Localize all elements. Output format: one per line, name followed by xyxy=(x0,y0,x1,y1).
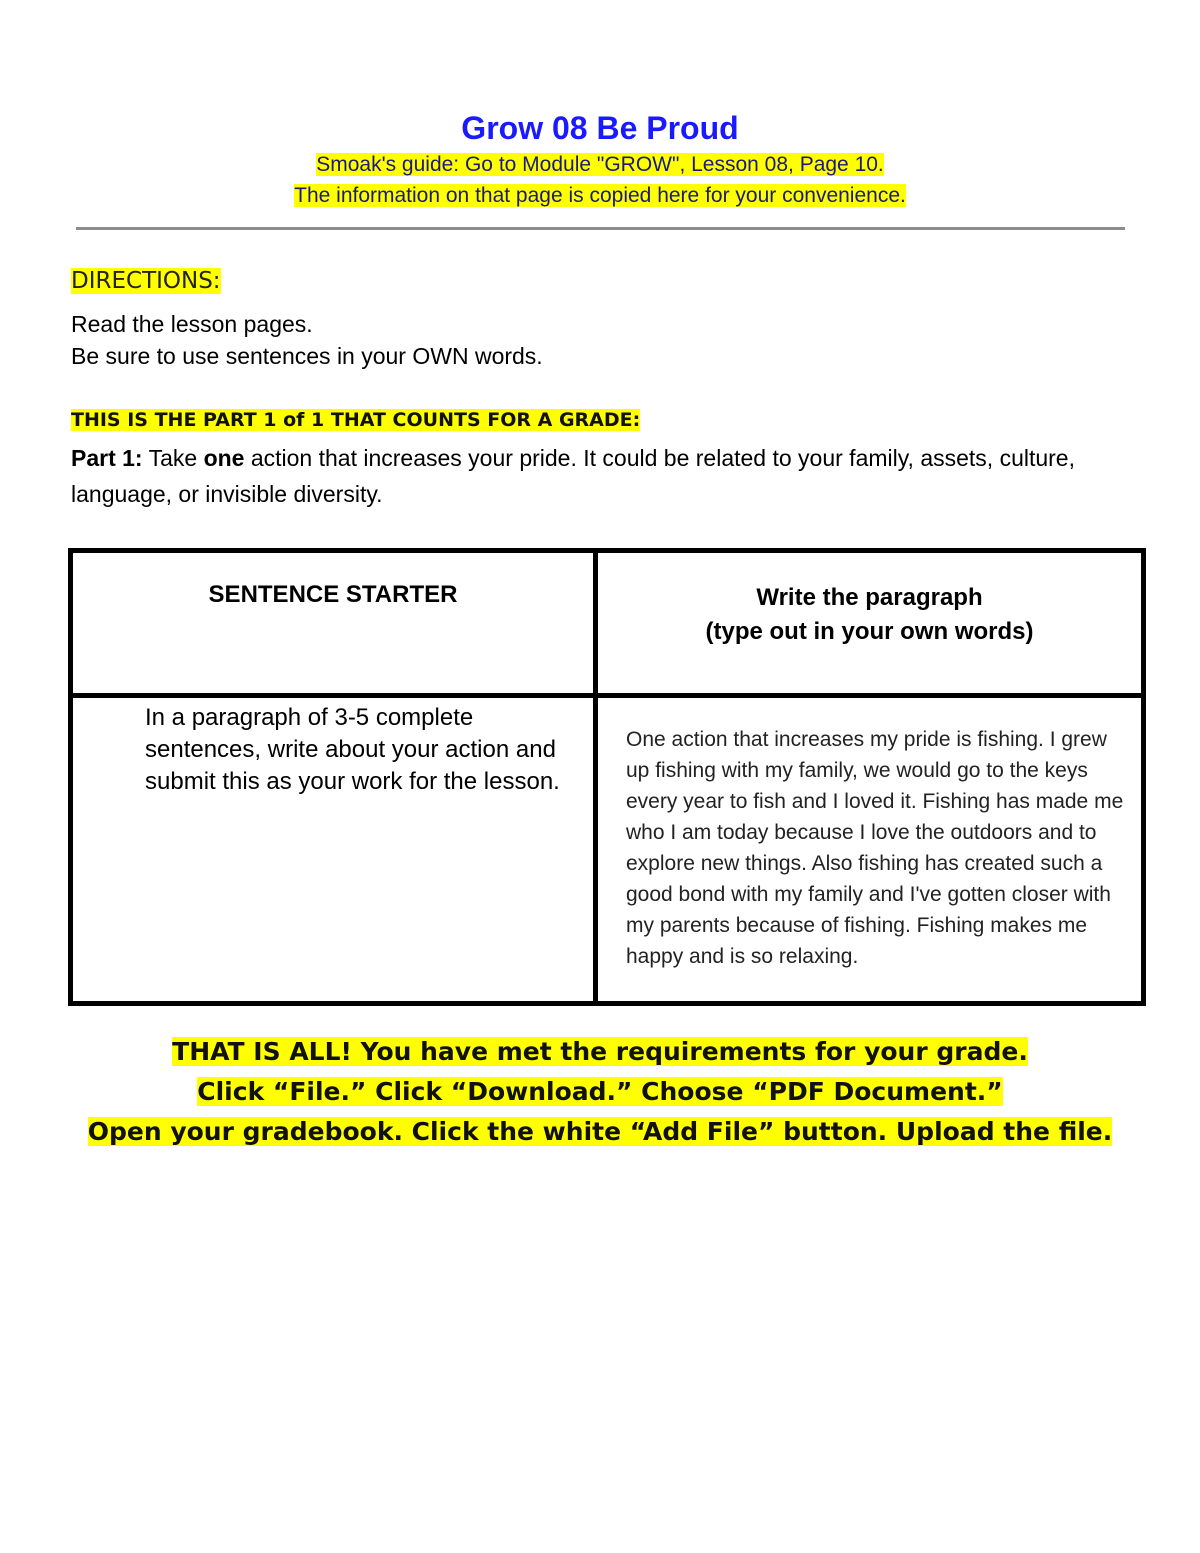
part-take: Take xyxy=(148,445,198,471)
closing-line-2 xyxy=(0,1072,1200,1112)
part-one: one xyxy=(203,445,245,471)
directions-label-text: DIRECTIONS: xyxy=(71,268,221,294)
directions-line-2: Be sure to use sentences in your OWN words. xyxy=(71,343,543,369)
worksheet-table xyxy=(68,548,1146,1006)
part-1-instructions xyxy=(71,440,1111,512)
part-text: action that increases your pride. It could be related to your family, assets, culture, language, or invisible diversity. xyxy=(71,445,1075,507)
write-paragraph-header xyxy=(596,551,1144,696)
paragraph-answer-cell[interactable]: One action that increases my pride is fishing. I grew up fishing with my family, we would go to the keys every year to fish and I loved it. Fishing has made me who I am today because I love the outdoors and to explore new things. Also fishing has created such a good bond with my family and I've gotten closer with my parents because of fishing. Fishing makes me happy and is so relaxing. xyxy=(596,696,1144,1004)
closing-line-1-text: THAT IS ALL! You have met the requirements for your grade. xyxy=(172,1037,1028,1066)
closing-line-2-text: Click “File.” Click “Download.” Choose “PDF Document.” xyxy=(197,1077,1003,1106)
directions-label xyxy=(71,268,221,294)
grade-heading-text: THIS IS THE PART 1 of 1 THAT COUNTS FOR A GRADE: xyxy=(71,409,641,431)
closing-line-3 xyxy=(0,1112,1200,1152)
directions-line-1: Read the lesson pages. xyxy=(71,311,313,337)
grade-heading xyxy=(71,409,640,431)
sentence-starter-header: SENTENCE STARTER xyxy=(71,551,596,696)
info-line-text: The information on that page is copied here for your convenience. xyxy=(294,184,906,207)
write-paragraph-header-line-2: (type out in your own words) xyxy=(705,618,1034,645)
sentence-starter-cell: In a paragraph of 3-5 complete sentences, write about your action and submit this as your work for the lesson. xyxy=(71,696,596,1004)
part-label: Part 1: xyxy=(71,445,143,471)
guide-line-text: Smoak's guide: Go to Module "GROW", Lesson 08, Page 10. xyxy=(316,153,884,176)
page-title: Grow 08 Be Proud xyxy=(461,110,739,146)
table-header-row xyxy=(71,551,1144,696)
write-paragraph-header-line-1: Write the paragraph xyxy=(756,584,983,611)
table-row xyxy=(71,696,1144,1004)
info-line xyxy=(0,181,1200,211)
closing-line-3-text: Open your gradebook. Click the white “Add File” button. Upload the file. xyxy=(87,1117,1113,1146)
guide-line xyxy=(0,150,1200,180)
horizontal-divider xyxy=(76,227,1125,230)
closing-line-1 xyxy=(0,1032,1200,1072)
